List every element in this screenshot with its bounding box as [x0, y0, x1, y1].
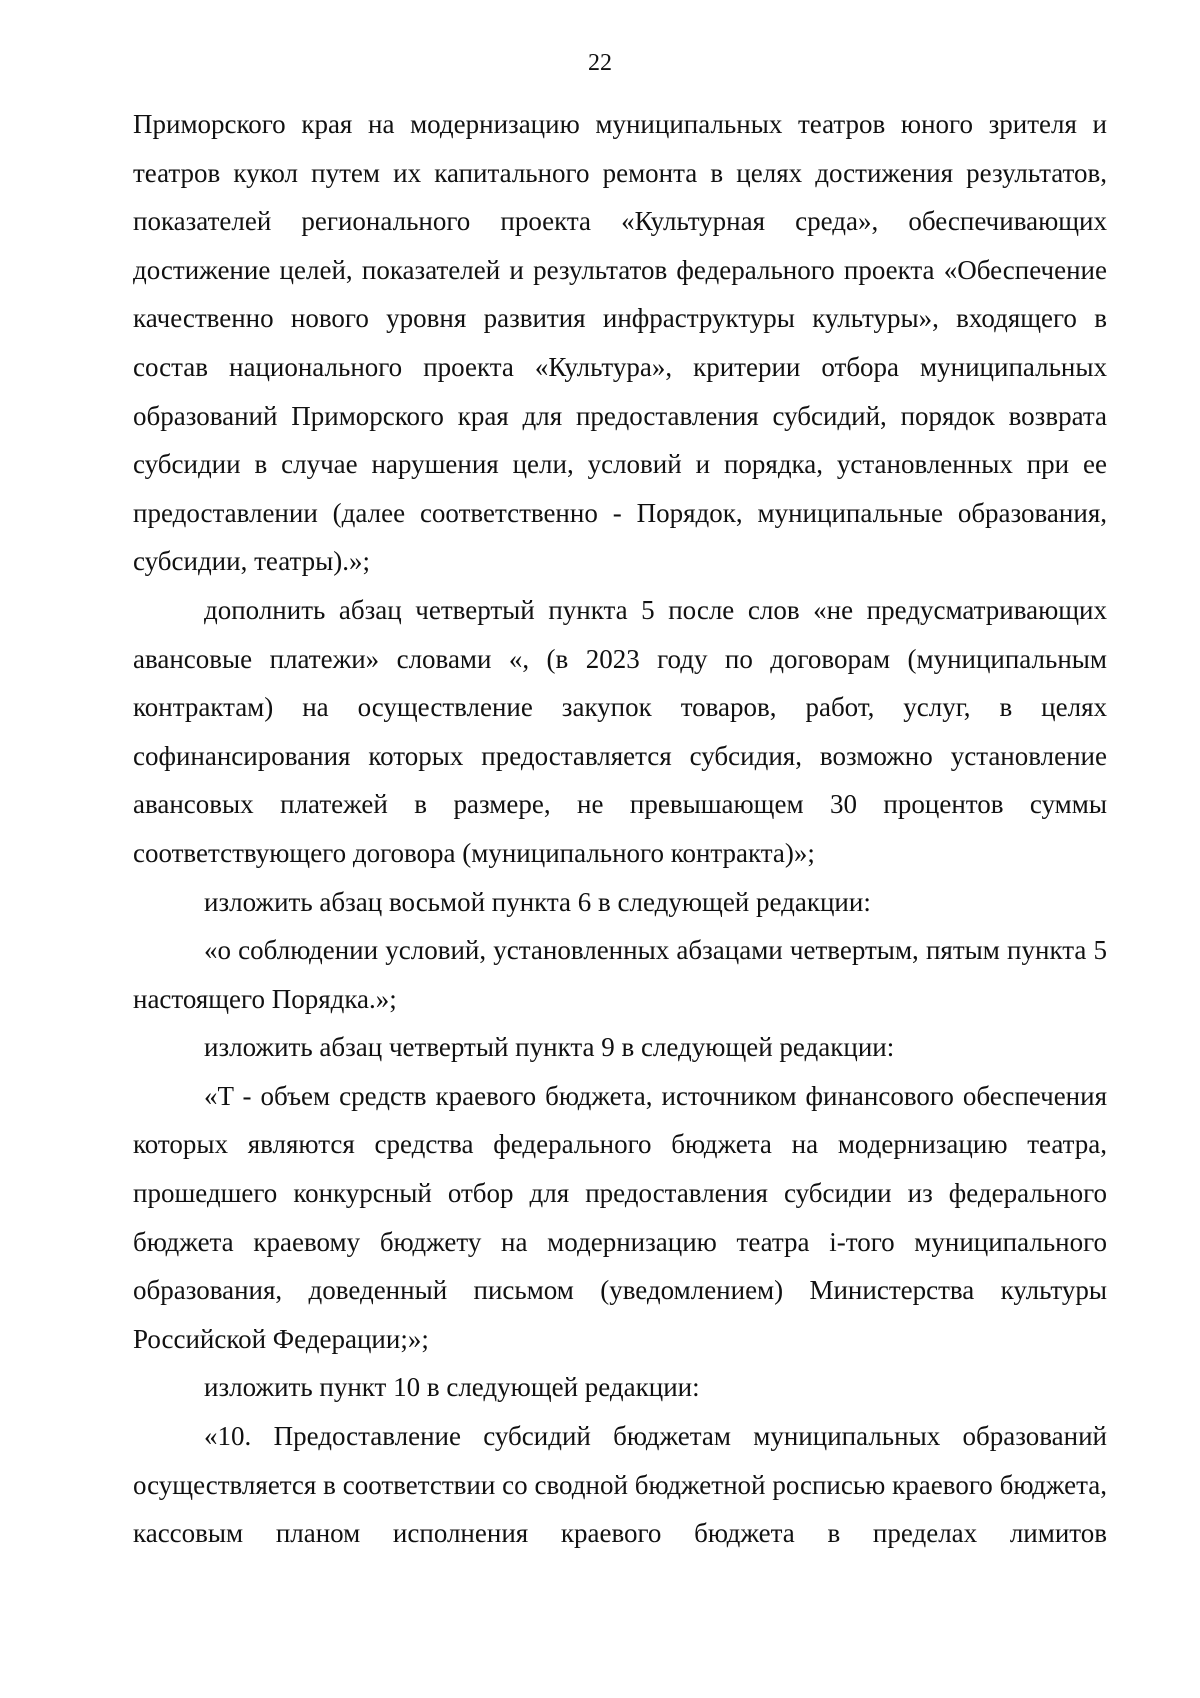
paragraph-5: изложить абзац четвертый пункта 9 в следующей редакции: — [204, 1032, 895, 1063]
paragraph-4: «о соблюдении условий, установленных абзацами четвертым, пятым пункта 5 настоящего Порядка.»; — [133, 935, 1107, 1014]
paragraph-2: дополнить абзац четвертый пункта 5 после слов «не предусматривающих авансовые платежи» словами «, (в 2023 году по договорам (муниципальным контрактам) на осуществление закупок товаров, работ, услуг, в целях софинансирования которых предоставляется субсидия, возможно установление авансовых платежей в размере, не превышающем 30 процентов суммы соответствующего договора (муниципального контракта)»; — [133, 594, 1107, 868]
paragraph-7: изложить пункт 10 в следующей редакции: — [204, 1372, 700, 1403]
paragraph-3: изложить абзац восьмой пункта 6 в следующей редакции: — [204, 886, 871, 917]
paragraph-6: «T - объем средств краевого бюджета, источником финансового обеспечения которых являются средства федерального бюджета на модернизацию театра, прошедшего конкурсный отбор для предоставления субсидии из федерального бюджета краевому бюджету на модернизацию театра i-того муниципального образования, доведенный письмом (уведомлением) Министерства культуры Российской Федерации;»; — [133, 1080, 1107, 1354]
page-number: 22 — [588, 50, 612, 76]
paragraph-1: Приморского края на модернизацию муниципальных театров юного зрителя и театров кукол путем их капитального ремонта в целях достижения результатов, показателей регионального проекта «Культурная среда», обеспечивающих достижение целей, показателей и результатов федерального проекта «Обеспечение качественно нового уровня развития инфраструктуры культуры», входящего в состав национального проекта «Культура», критерии отбора муниципальных образований Приморского края для предоставления субсидий, порядок возврата субсидии в случае нарушения цели, условий и порядка, установленных при ее предоставлении (далее соответственно - Порядок, муниципальные образования, субсидии, театры).»; — [133, 109, 1107, 577]
document-body — [133, 100, 1107, 1558]
paragraph-8: «10. Предоставление субсидий бюджетам муниципальных образований осуществляется в соответствии со сводной бюджетной росписью краевого бюджета, кассовым планом исполнения краевого бюджета в пределах лимитов — [133, 1421, 1107, 1549]
